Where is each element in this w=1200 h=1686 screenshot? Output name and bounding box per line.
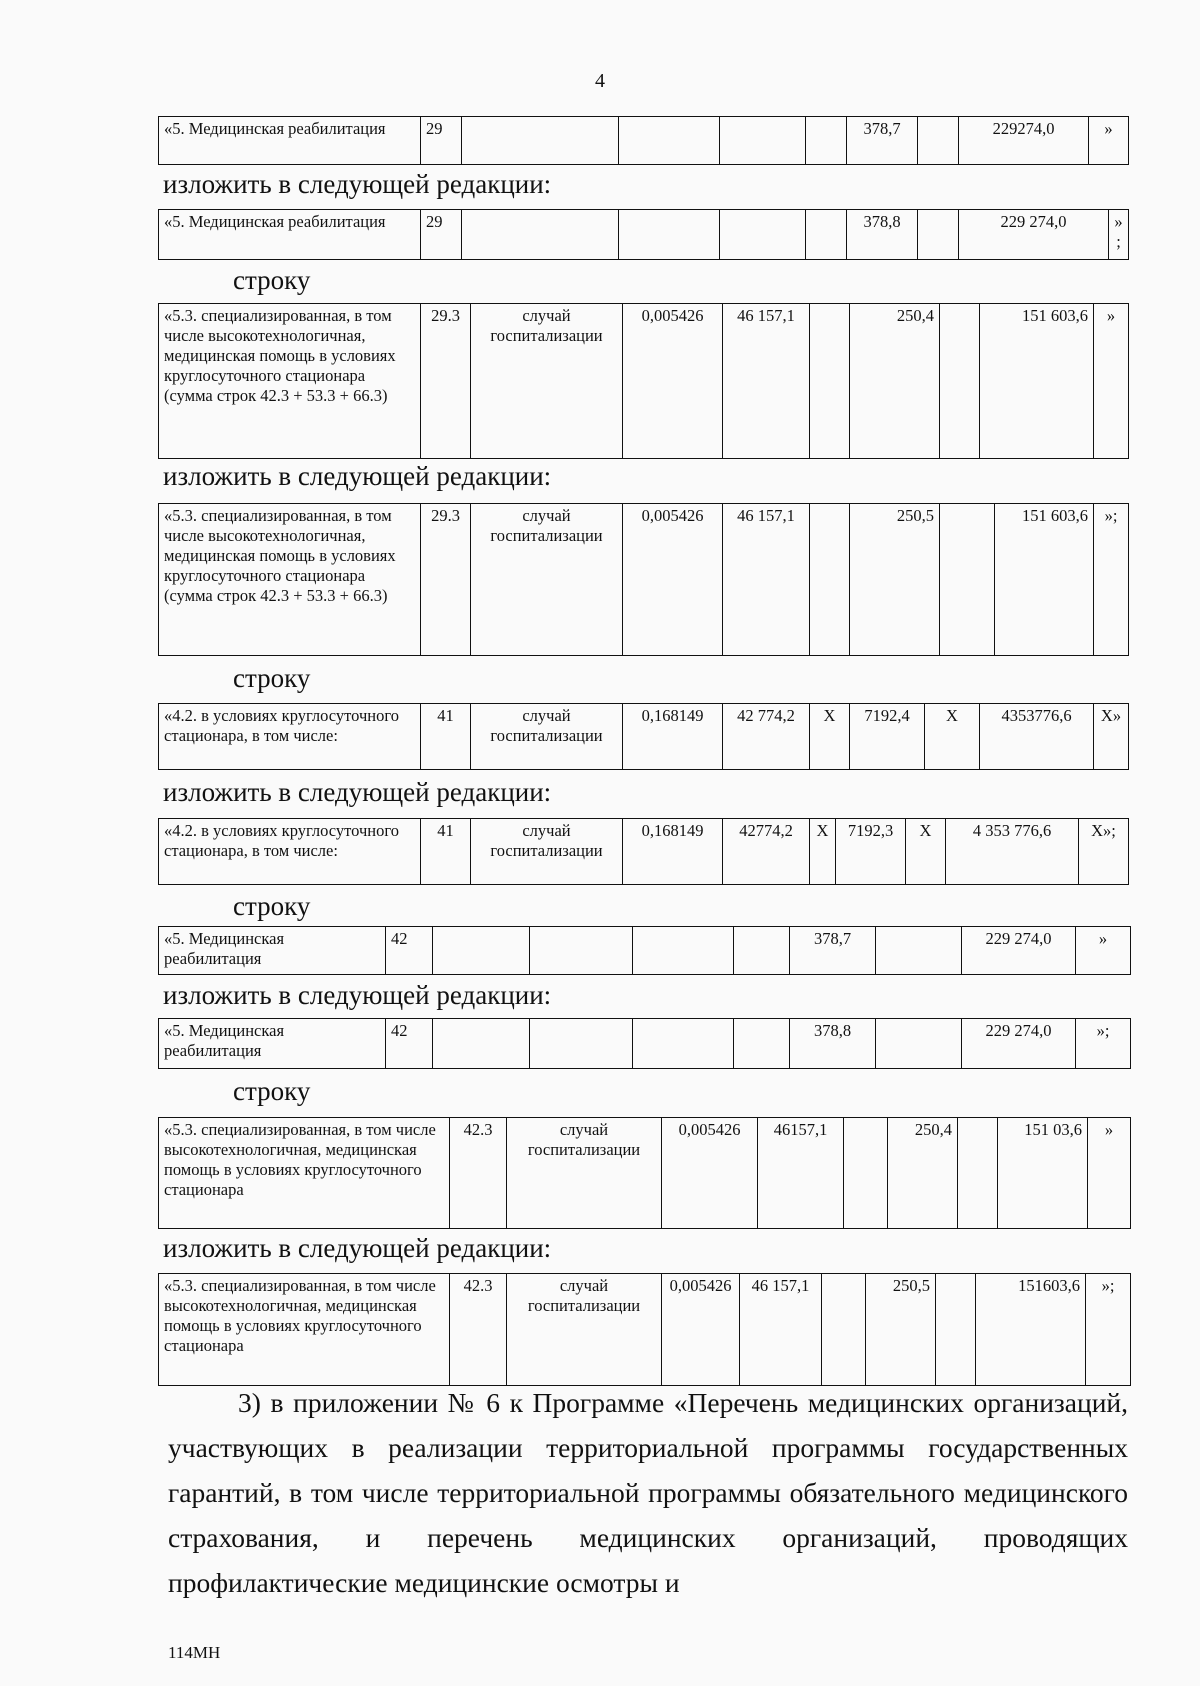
- row-number-cell: 29.3: [421, 504, 471, 656]
- volume-norm-cell: [530, 1019, 633, 1069]
- oms-total-cell: 229 274,0: [959, 210, 1109, 260]
- oms-total-cell: 4 353 776,6: [946, 819, 1079, 885]
- budget-total-cell: [876, 927, 962, 975]
- volume-norm-cell: 0,005426: [623, 504, 723, 656]
- cost-norm-cell: 42774,2: [723, 819, 810, 885]
- new-row-table: [158, 1273, 1131, 1386]
- old-row-table: [158, 303, 1129, 459]
- row-title-cell: «5. Медицинская реабилитация: [159, 117, 421, 165]
- cost-norm-cell: 42 774,2: [723, 704, 810, 770]
- cost-norm-cell: [720, 117, 806, 165]
- oms-total-cell: 229 274,0: [962, 927, 1076, 975]
- oms-total-cell: 4353776,6: [980, 704, 1094, 770]
- budget-total-cell: [936, 1274, 976, 1386]
- budget-total-cell: [876, 1019, 962, 1069]
- budget-total-cell: [940, 304, 980, 459]
- closing-quote-cell: Х»: [1094, 704, 1129, 770]
- budget-per-capita-cell: [806, 210, 847, 260]
- heading-new-edition: изложить в следующей редакции:: [163, 169, 552, 199]
- cost-norm-cell: [720, 210, 806, 260]
- volume-norm-cell: 0,005426: [662, 1274, 740, 1386]
- old-row-table: [158, 116, 1129, 165]
- closing-quote-cell: »: [1088, 1118, 1131, 1229]
- old-row-table: [158, 1117, 1131, 1229]
- row-title-cell: «5.3. специализированная, в том числе высокотехнологичная, медицинская помощь в условиях круглосуточного стационара (сумма строк 42.3 + 53.3 + 66.3): [159, 504, 421, 656]
- row-number-cell: 29: [421, 210, 462, 260]
- volume-norm-cell: [530, 927, 633, 975]
- row-title-cell: «5.3. специализированная, в том числе высокотехнологичная, медицинская помощь в условиях круглосуточного стационара: [159, 1274, 450, 1386]
- row-number-cell: 42: [386, 927, 433, 975]
- row-number-cell: 42: [386, 1019, 433, 1069]
- budget-total-cell: Х: [906, 819, 946, 885]
- row-title-cell: «5. Медицинская реабилитация: [159, 1019, 386, 1069]
- document-code: 114МН: [168, 1643, 221, 1662]
- closing-quote-cell: »;: [1086, 1274, 1131, 1386]
- unit-cell: случай госпитализации: [471, 704, 623, 770]
- oms-per-capita-cell: 378,7: [847, 117, 918, 165]
- closing-quote-cell: »: [1076, 927, 1131, 975]
- row-title-cell: «5. Медицинская реабилитация: [159, 927, 386, 975]
- heading-new-edition: изложить в следующей редакции:: [163, 980, 552, 1010]
- unit-cell: [462, 117, 619, 165]
- oms-per-capita-cell: 250,5: [866, 1274, 936, 1386]
- cost-norm-cell: 46 157,1: [723, 504, 810, 656]
- row-number-cell: 42.3: [450, 1274, 507, 1386]
- row-title-cell: «4.2. в условиях круглосуточного стационара, в том числе:: [159, 704, 421, 770]
- volume-norm-cell: 0,005426: [662, 1118, 758, 1229]
- volume-norm-cell: 0,005426: [623, 304, 723, 459]
- budget-per-capita-cell: [734, 1019, 790, 1069]
- unit-cell: [433, 927, 530, 975]
- volume-norm-cell: 0,168149: [623, 819, 723, 885]
- oms-total-cell: 229 274,0: [962, 1019, 1076, 1069]
- budget-total-cell: Х: [925, 704, 980, 770]
- body-paragraph: 3) в приложении № 6 к Программе «Перечень медицинских организаций, участвующих в реализации территориальной программы государственных гарантий, в том числе территориальной программы обязательного медицинского страхования, и перечень медицинских организаций, проводящих профилактические медицинские осмотры и: [168, 1387, 1128, 1598]
- closing-quote-cell: »: [1089, 117, 1129, 165]
- closing-quote-cell: »: [1094, 304, 1129, 459]
- closing-quote-cell: »;: [1076, 1019, 1131, 1069]
- new-row-table: [158, 209, 1129, 260]
- budget-per-capita-cell: Х: [810, 819, 836, 885]
- row-number-cell: 41: [421, 704, 471, 770]
- budget-total-cell: [918, 210, 959, 260]
- cost-norm-cell: [633, 1019, 734, 1069]
- oms-per-capita-cell: 378,8: [790, 1019, 876, 1069]
- heading-line: строку: [233, 265, 311, 295]
- heading-new-edition: изложить в следующей редакции:: [163, 1233, 552, 1263]
- oms-per-capita-cell: 7192,3: [836, 819, 906, 885]
- row-title-cell: «5.3. специализированная, в том числе высокотехнологичная, медицинская помощь в условиях круглосуточного стационара: [159, 1118, 450, 1229]
- closing-quote-cell: »;: [1094, 504, 1129, 656]
- unit-cell: случай госпитализации: [507, 1274, 662, 1386]
- page-number: 4: [595, 70, 605, 92]
- volume-norm-cell: [619, 210, 720, 260]
- oms-total-cell: 229274,0: [959, 117, 1089, 165]
- unit-cell: [433, 1019, 530, 1069]
- unit-cell: случай госпитализации: [471, 304, 623, 459]
- old-row-table: [158, 926, 1131, 975]
- row-number-cell: 29.3: [421, 304, 471, 459]
- row-title-cell: «5.3. специализированная, в том числе высокотехнологичная, медицинская помощь в условиях круглосуточного стационара (сумма строк 42.3 + 53.3 + 66.3): [159, 304, 421, 459]
- budget-per-capita-cell: [734, 927, 790, 975]
- new-row-table: [158, 1018, 1131, 1069]
- oms-per-capita-cell: 250,4: [888, 1118, 958, 1229]
- oms-total-cell: 151603,6: [976, 1274, 1086, 1386]
- row-number-cell: 29: [421, 117, 462, 165]
- budget-per-capita-cell: [806, 117, 847, 165]
- oms-total-cell: 151 03,6: [998, 1118, 1088, 1229]
- heading-line: строку: [233, 891, 311, 921]
- cost-norm-cell: 46 157,1: [740, 1274, 822, 1386]
- closing-quote-cell: Х»;: [1079, 819, 1129, 885]
- oms-per-capita-cell: 7192,4: [850, 704, 925, 770]
- volume-norm-cell: [619, 117, 720, 165]
- row-title-cell: «5. Медицинская реабилитация: [159, 210, 421, 260]
- volume-norm-cell: 0,168149: [623, 704, 723, 770]
- budget-per-capita-cell: Х: [810, 704, 850, 770]
- budget-per-capita-cell: [810, 504, 850, 656]
- unit-cell: [462, 210, 619, 260]
- oms-total-cell: 151 603,6: [995, 504, 1094, 656]
- cost-norm-cell: 46 157,1: [723, 304, 810, 459]
- oms-per-capita-cell: 378,7: [790, 927, 876, 975]
- row-title-cell: «4.2. в условиях круглосуточного стационара, в том числе:: [159, 819, 421, 885]
- closing-quote-cell: »;: [1109, 210, 1129, 260]
- oms-per-capita-cell: 378,8: [847, 210, 918, 260]
- new-row-table: [158, 818, 1129, 885]
- oms-per-capita-cell: 250,4: [850, 304, 940, 459]
- budget-per-capita-cell: [822, 1274, 866, 1386]
- budget-per-capita-cell: [810, 304, 850, 459]
- oms-total-cell: 151 603,6: [980, 304, 1094, 459]
- heading-line: строку: [233, 663, 311, 693]
- unit-cell: случай госпитализации: [471, 504, 623, 656]
- row-number-cell: 41: [421, 819, 471, 885]
- new-row-table: [158, 503, 1129, 656]
- heading-line: строку: [233, 1076, 311, 1106]
- old-row-table: [158, 703, 1129, 770]
- row-number-cell: 42.3: [450, 1118, 507, 1229]
- oms-per-capita-cell: 250,5: [850, 504, 940, 656]
- budget-total-cell: [918, 117, 959, 165]
- heading-new-edition: изложить в следующей редакции:: [163, 461, 552, 491]
- budget-total-cell: [940, 504, 995, 656]
- budget-total-cell: [958, 1118, 998, 1229]
- unit-cell: случай госпитализации: [507, 1118, 662, 1229]
- unit-cell: случай госпитализации: [471, 819, 623, 885]
- budget-per-capita-cell: [844, 1118, 888, 1229]
- cost-norm-cell: 46157,1: [758, 1118, 844, 1229]
- heading-new-edition: изложить в следующей редакции:: [163, 777, 552, 807]
- cost-norm-cell: [633, 927, 734, 975]
